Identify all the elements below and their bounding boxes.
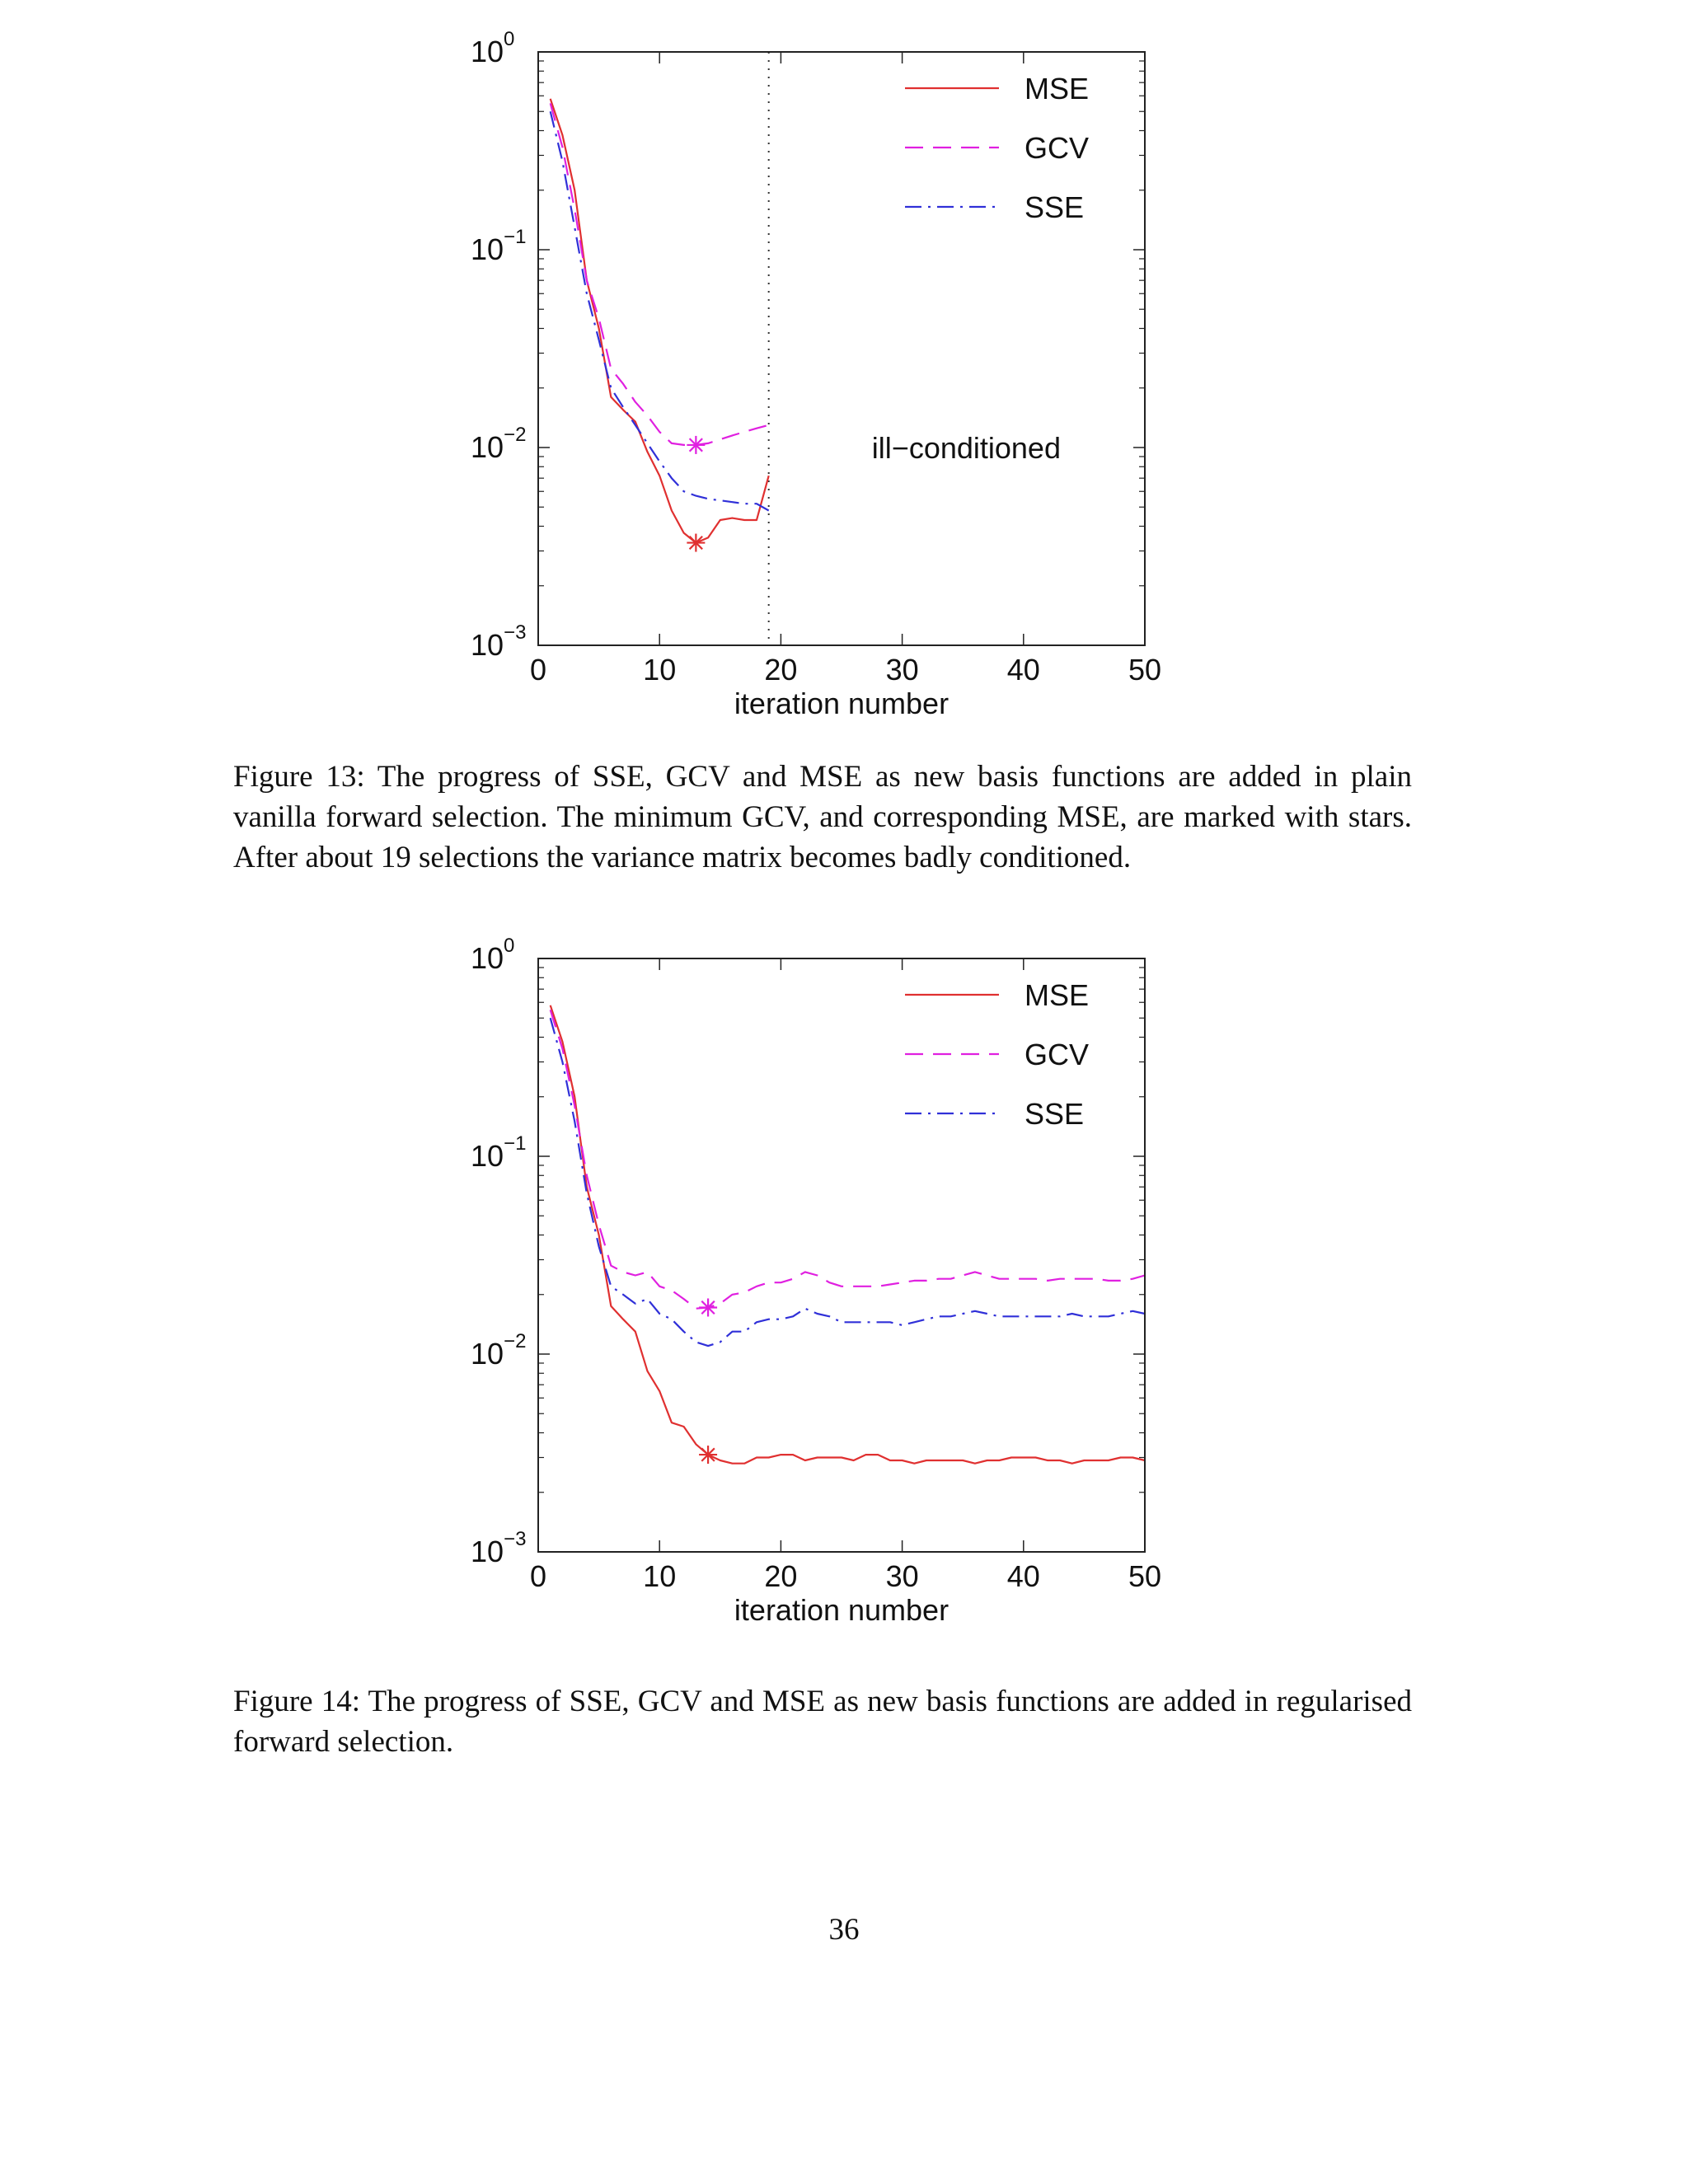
min-marker-mse [687,534,705,552]
legend-label-sse: SSE [1025,1097,1085,1131]
x-axis-label: iteration number [734,687,950,720]
series-line-mse [551,1005,1145,1464]
y-tick-label: $10^0$ [471,935,515,975]
y-tick-label: $10^0$ [471,28,515,68]
min-marker-gcv [699,1298,717,1316]
x-tick-label: 50 [1128,1559,1162,1593]
y-tick-label: $10^{-3}$ [471,1528,527,1568]
legend-label-gcv: GCV [1025,131,1090,165]
legend-label-mse: MSE [1025,978,1090,1012]
legend-label-sse: SSE [1025,190,1085,224]
x-tick-label: 10 [643,653,677,687]
y-tick-label: $10^{-3}$ [471,621,527,662]
x-tick-label: 0 [529,653,547,687]
min-marker-gcv [687,436,705,454]
x-tick-label: 20 [764,653,798,687]
x-tick-label: 30 [885,653,919,687]
chart-annotation: ill−conditioned [871,431,1061,465]
x-tick-label: 10 [643,1559,677,1593]
x-tick-label: 0 [529,1559,547,1593]
figure-13-chart [0,0,1688,742]
series-line-sse [551,111,769,510]
x-tick-label: 30 [885,1559,919,1593]
page-number: 36 [828,1913,860,1947]
y-tick-label: $10^{-2}$ [471,1330,527,1371]
x-tick-label: 40 [1006,1559,1040,1593]
y-tick-label: $10^{-1}$ [471,226,527,266]
figure-14-caption: Figure 14: The progress of SSE, GCV and MSE as new basis functions are added in regularised forward selection. [233,1685,1412,1759]
x-tick-label: 20 [764,1559,798,1593]
x-tick-label: 40 [1006,653,1040,687]
figure-14-chart [0,907,1688,1648]
legend-label-gcv: GCV [1025,1038,1090,1071]
series-line-mse [551,99,769,543]
y-tick-label: $10^{-1}$ [471,1132,527,1173]
x-axis-label: iteration number [734,1593,950,1627]
y-tick-label: $10^{-2}$ [471,424,527,464]
x-tick-label: 50 [1128,653,1162,687]
min-marker-mse [699,1446,717,1464]
figure-13-caption: Figure 13: The progress of SSE, GCV and MSE as new basis functions are added in plain vanilla forward selection. The minimum GCV, and corresponding MSE, are marked with stars. After about 19 selections the variance matrix becomes badly conditioned. [233,760,1412,874]
legend-label-mse: MSE [1025,72,1090,105]
